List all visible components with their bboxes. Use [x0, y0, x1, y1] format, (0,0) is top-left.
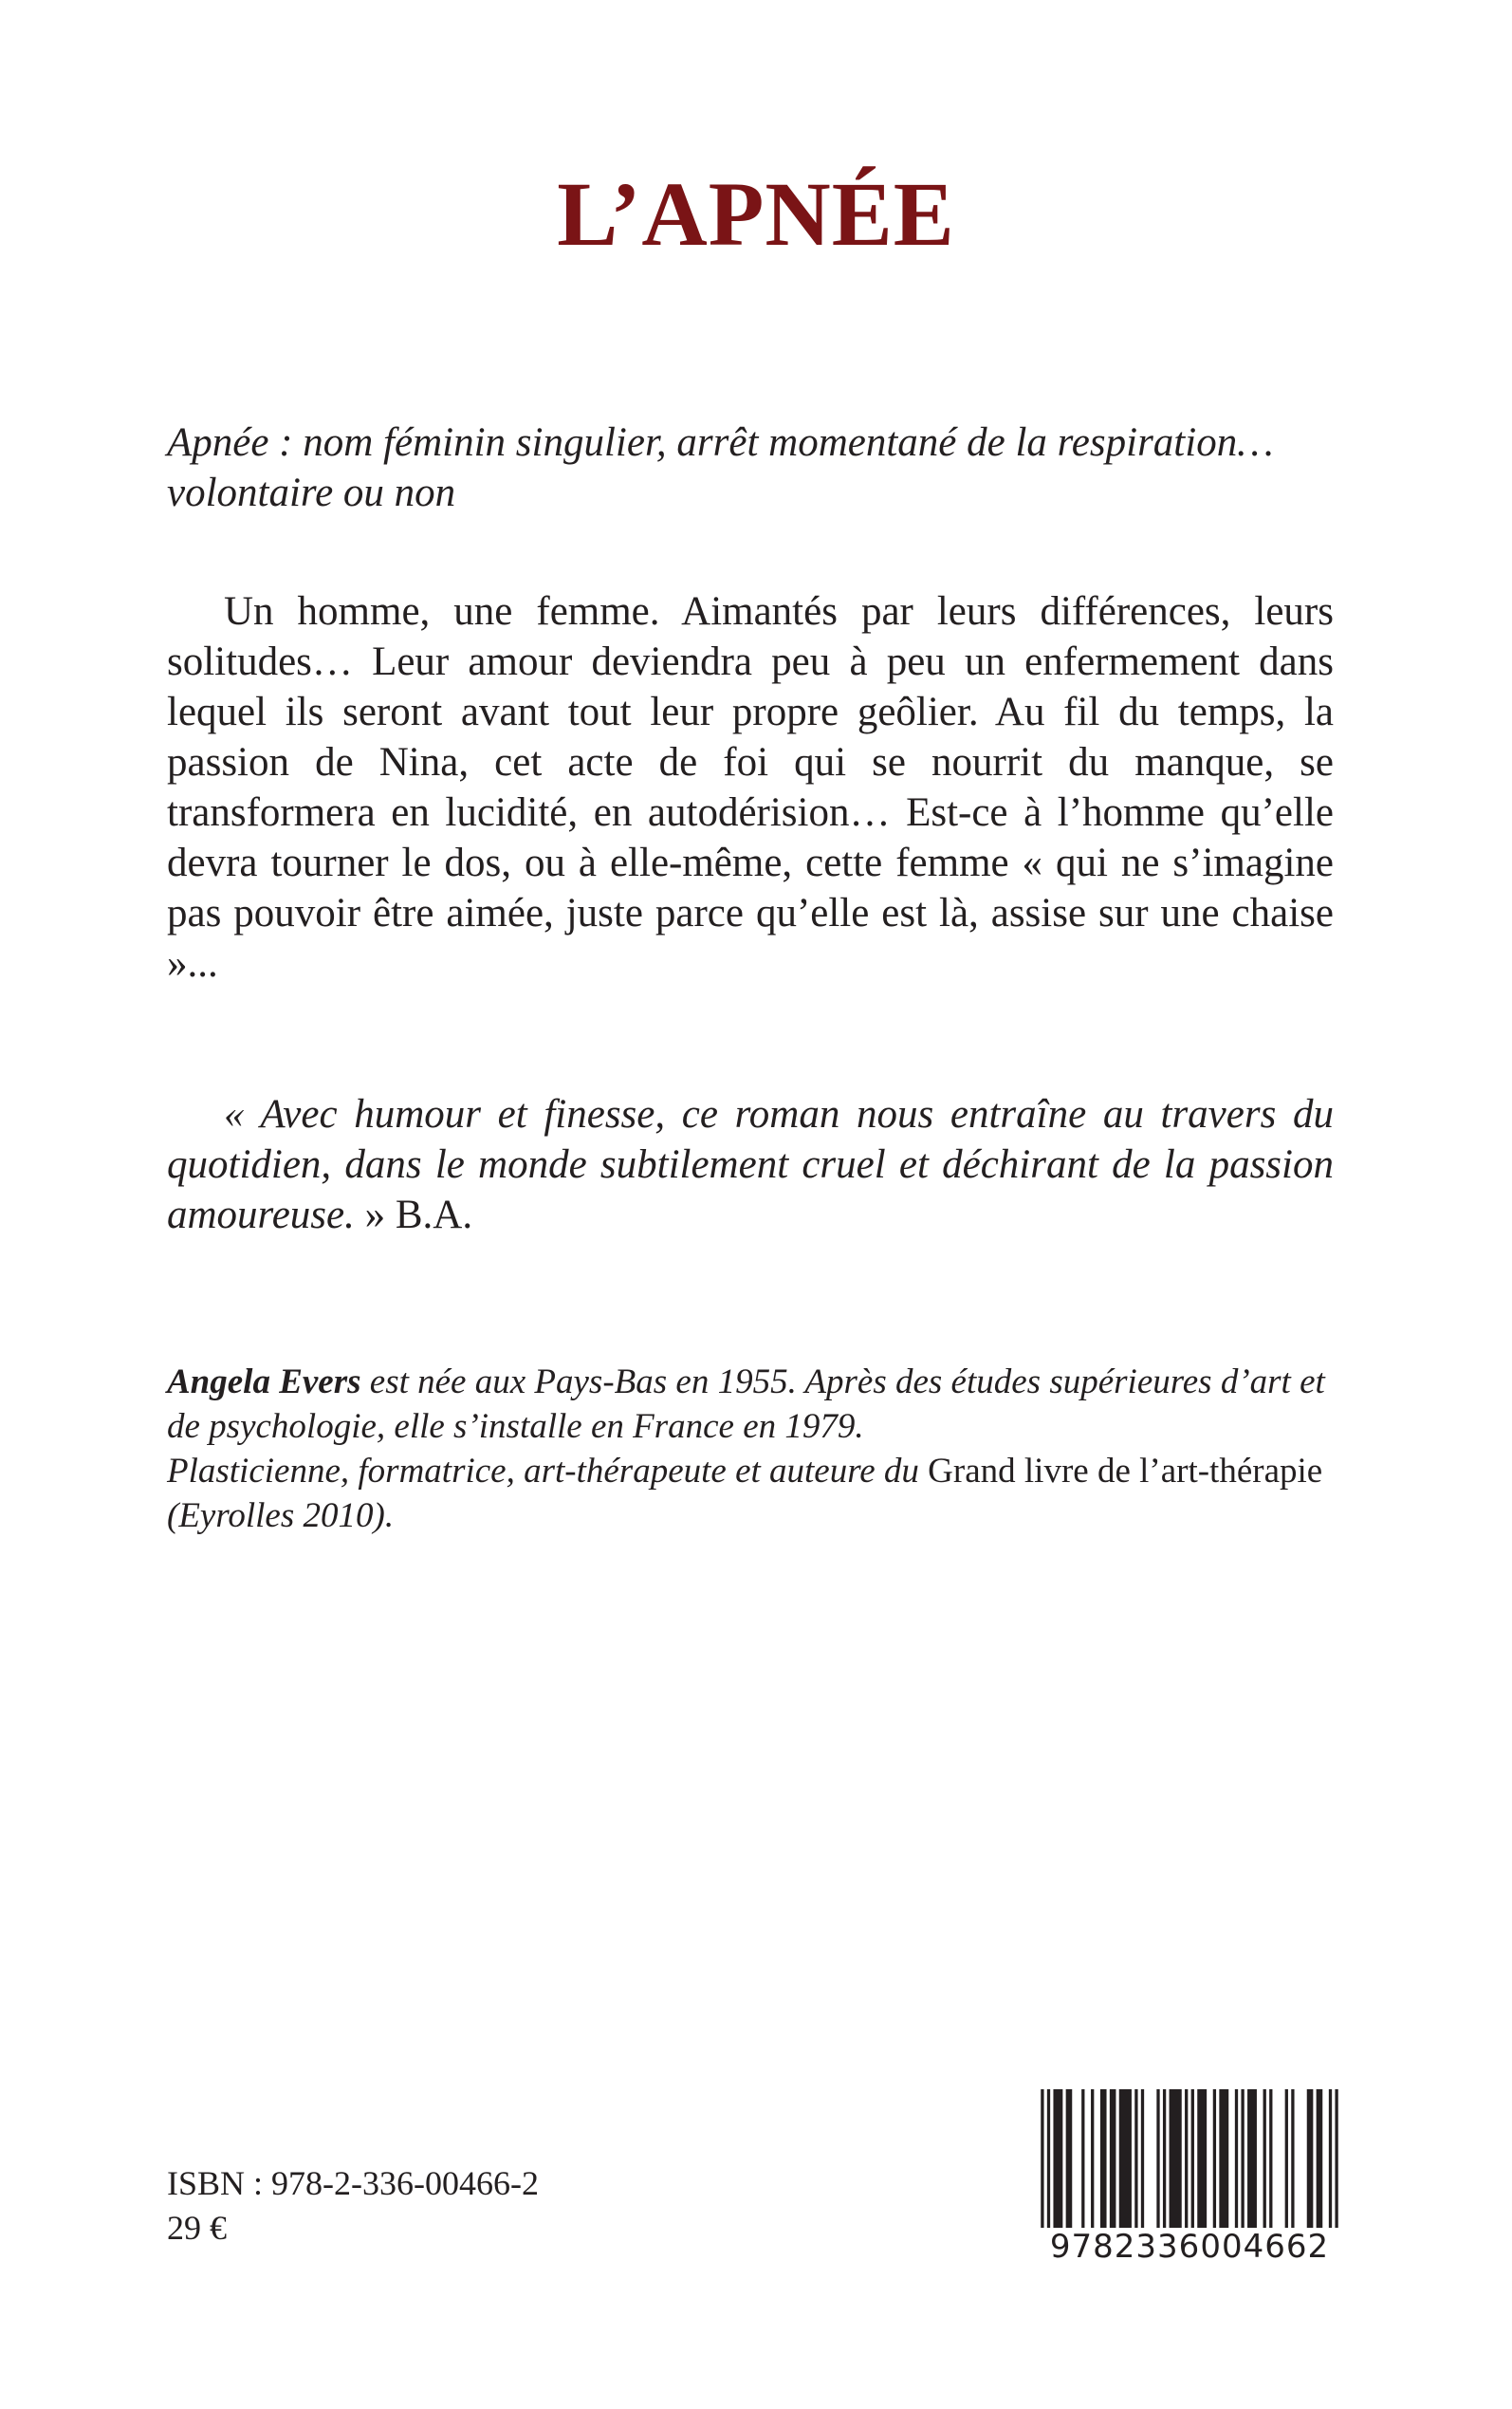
isbn: ISBN : 978-2-336-00466-2: [167, 2164, 539, 2202]
barcode-bar: [1269, 2089, 1272, 2228]
definition-text: Apnée : nom féminin singulier, arrêt momentané de la respiration… volontaire ou non: [167, 420, 1274, 515]
quote-attribution: » B.A.: [354, 1193, 473, 1237]
barcode-bar: [1197, 2089, 1207, 2228]
barcode-bar: [1110, 2089, 1116, 2228]
barcode-bar: [1134, 2089, 1137, 2228]
quote-text: « Avec humour et finesse, ce roman nous entraîne au travers du quotidien, dans le monde subtilement cruel et déchirant de la passion amoureuse.: [167, 1092, 1334, 1237]
barcode-bar: [1213, 2089, 1216, 2228]
barcode-bar: [1241, 2089, 1244, 2228]
summary-text: Un homme, une femme. Aimantés par leurs différences, leurs solitudes… Leur amour deviendra peu à peu un enfermement dans lequel ils seront avant tout leur propre geôlier. Au fil du temps, la passion de Nina, cet acte de foi qui se nourrit du manque, se transformera en lucidité, en autodérision… Est-ce à l’homme qu’elle devra tourner le dos, ou à elle-même, cette femme « qui ne s’imagine pas pouvoir être aimée, juste parce qu’elle est là, assise sur une chaise »...: [167, 589, 1334, 986]
barcode-bar: [1163, 2089, 1166, 2228]
barcode-bar: [1235, 2089, 1238, 2228]
barcode-bar: [1156, 2089, 1159, 2228]
barcode-bar: [1100, 2089, 1107, 2228]
barcode-bar: [1307, 2089, 1314, 2228]
book-title: L’APNÉE: [557, 163, 955, 265]
bio-line-1: est née aux Pays-Bas en 1955. Après des études supérieures d’art et de psychologie, elle s’installe en France en 1979.: [167, 1362, 1325, 1446]
barcode-bar: [1291, 2089, 1294, 2228]
barcode-bar: [1119, 2089, 1132, 2228]
author-bio: [167, 1360, 1334, 1538]
barcode-digits: 9782336004662: [1030, 2228, 1349, 2266]
price: 29 €: [167, 2209, 227, 2247]
barcode-bar: [1141, 2089, 1144, 2228]
barcode-bar: [1263, 2089, 1266, 2228]
barcode: [1030, 2085, 1349, 2271]
barcode-bar: [1081, 2089, 1084, 2228]
bio-line-2: Plasticienne, formatrice, art-thérapeute et auteure du: [167, 1452, 919, 1491]
summary-paragraph: [167, 586, 1334, 989]
barcode-bar: [1091, 2089, 1094, 2228]
barcode-bar: [1170, 2089, 1182, 2228]
author-name: Angela Evers: [167, 1362, 361, 1401]
definition-epigraph: [167, 417, 1334, 518]
review-quote: [167, 1089, 1334, 1240]
bio-book-title: Grand livre de l’art-thérapie: [918, 1452, 1323, 1491]
barcode-bar: [1247, 2089, 1257, 2228]
barcode-bar: [1285, 2089, 1288, 2228]
barcode-bar: [1219, 2089, 1228, 2228]
barcode-bar: [1066, 2089, 1073, 2228]
bio-publisher: (Eyrolles 2010).: [167, 1496, 395, 1535]
barcode-bar: [1053, 2089, 1062, 2228]
barcode-bar: [1317, 2089, 1323, 2228]
